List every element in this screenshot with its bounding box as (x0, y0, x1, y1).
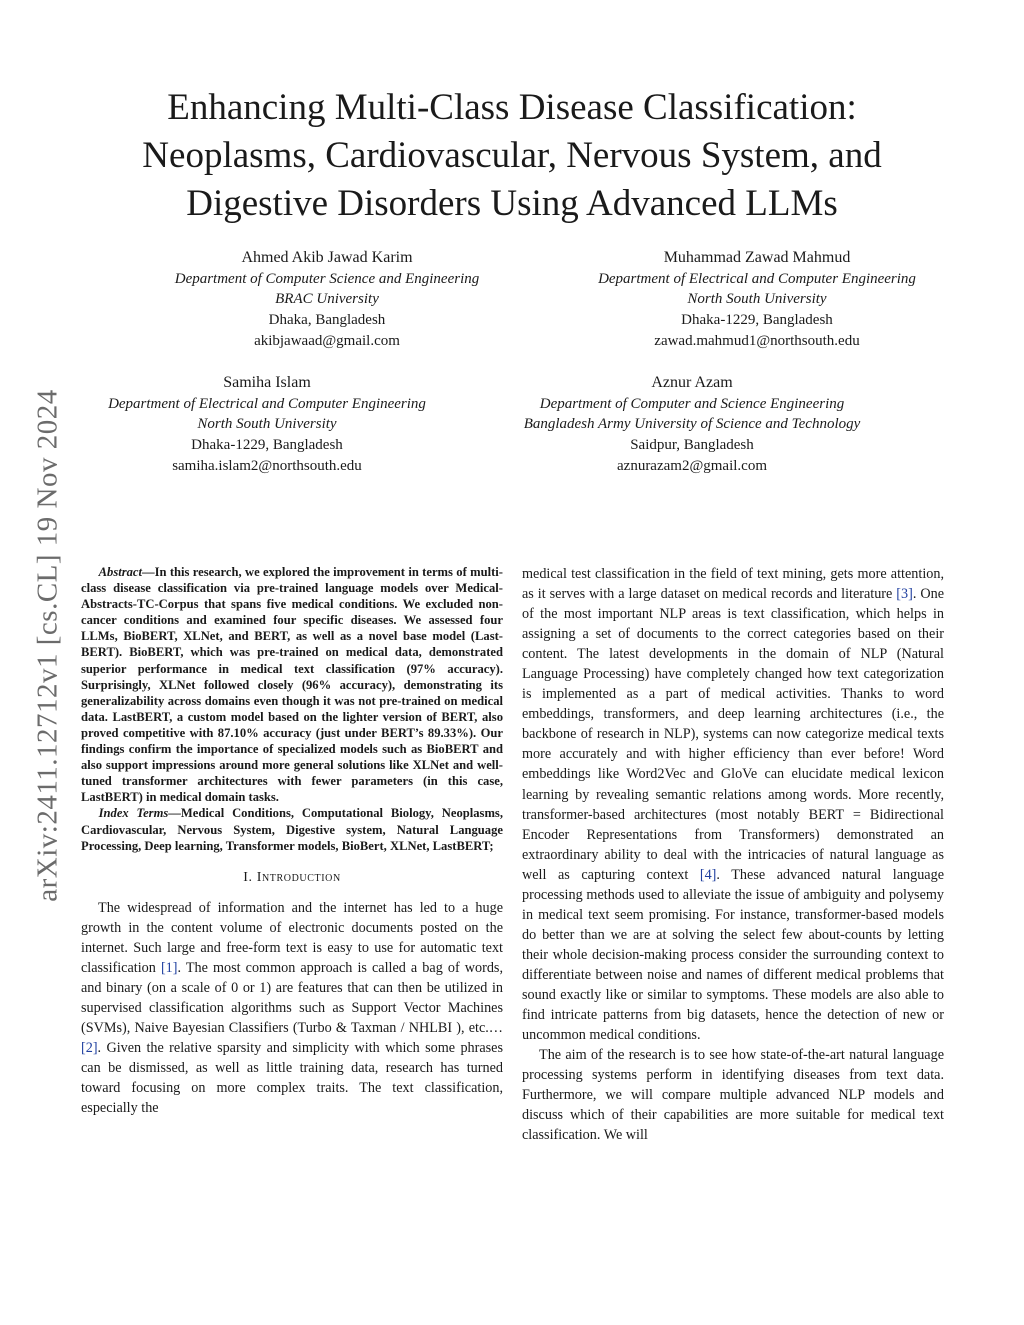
author-block (140, 248, 514, 352)
paragraph-text: . These advanced natural language processing methods used to alleviate the issue of ambiguity and polysemy in medical text seem promising. For instance, transformer-based models do better than we are at solving the select few about-counts by letting their whole decision-making process consider the surrounding context to differentiate between noise and names of different medical problems that sound exactly like or similar to symptoms. These models are also able to find intricate patterns from big datasets, hence the detection of new or uncommon medical conditions. (522, 866, 944, 1044)
author-city: Dhaka, Bangladesh (268, 312, 386, 329)
author-department: Department of Computer and Science Engineering (539, 395, 845, 412)
citation-link[interactable]: [3] (896, 586, 913, 603)
author-department: Department of Electrical and Computer Engineering (108, 395, 426, 412)
title-line-2: Neoplasms, Cardiovascular, Nervous System, and (142, 135, 882, 176)
author-name: Muhammad Zawad Mahmud (663, 249, 851, 266)
author-city: Dhaka-1229, Bangladesh (681, 312, 833, 329)
paragraph-text: . Given the relative sparsity and simplicity with which some phrases can be dismissed, as well as little training data, research has turned toward focusing on more complex traits. The text classification, especially the (81, 1040, 503, 1117)
author-department: Department of Electrical and Computer Engineering (598, 270, 916, 287)
right-column (522, 564, 944, 1145)
paragraph-text: . One of the most important NLP areas is text classification, which helps in assigning a set of documents to the correct categories based on their content. The latest developments in the domain of NLP (Natural Language Processing) have completely changed how text categorization is implemented as a part of medical activities. Thanks to word embeddings, transformers, and deep learning architectures (i.e., the backbone of research in NLP), systems can now categorize medical texts more accurately and with higher efficiency than ever before! Word embeddings like Word2Vec and GloVe can elucidate medical lexicon learning by revealing semantic relations among words. More recently, transformer-based architectures (most notably BERT = Bidirectional Encoder Representations from Transformers) demonstrated an extraordinary ability to deal with the intricacies of natural language as well as capturing context (522, 586, 944, 883)
paragraph-text: . The most common approach is called a bag of words, and binary (on a scale of 0 or 1) are features that can then be utilized in supervised classification algorithms such as Support Vector Machines (SVMs), Naive Bayesian Classifiers (Turbo & Taxman / NHLBI ), etc.… (81, 959, 503, 1037)
author-institution: North South University (197, 416, 337, 433)
author-email: zawad.mahmud1@northsouth.edu (654, 332, 860, 349)
paper-title (80, 84, 944, 228)
title-line-1: Enhancing Multi-Class Disease Classification: (167, 87, 857, 128)
body-paragraph (522, 564, 944, 1045)
citation-link[interactable]: [4] (699, 866, 717, 883)
index-terms-text: —Medical Conditions, Computational Biology, Neoplasms, Cardiovascular, Nervous System, Digestive system, Natural Language Processing, Deep learning, Transformer models, BioBert, XLNet, LastBERT; (81, 806, 503, 853)
author-institution: BRAC University (275, 291, 379, 308)
author-department: Department of Computer Science and Engineering (174, 270, 480, 287)
author-email: samiha.islam2@northsouth.edu (172, 457, 362, 474)
left-column (81, 564, 503, 1118)
index-terms (81, 805, 503, 853)
abstract (81, 564, 503, 805)
author-name: Samiha Islam (223, 374, 311, 391)
paragraph-text: The widespread of information and the internet has led to a huge growth in the content volume of electronic documents posted on the internet. Such large and free-form text is easy to use for automatic text classification (81, 899, 503, 976)
author-institution: Bangladesh Army University of Science and Technology (523, 416, 861, 433)
author-city: Dhaka-1229, Bangladesh (191, 437, 343, 454)
author-institution: North South University (687, 291, 827, 308)
section-number: I. (243, 869, 253, 885)
intro-paragraph (81, 898, 503, 1119)
abstract-text: —In this research, we explored the improvement in terms of multi-class disease classification via pre-trained language models over Medical-Abstracts-TC-Corpus that spans five medical conditions. We excluded non-cancer conditions and examined four specific diseases. We assessed four LLMs, BioBERT, XLNet, and BERT, as well as a novel base model (Last-BERT). BioBERT, which was pre-trained on medical data, demonstrated superior performance in medical text classification (97% accuracy). Surprisingly, XLNet followed closely (96% accuracy), demonstrating its generalizability across domains even though it was not pre-trained on medical data. LastBERT, a custom model based on the lighter version of BERT, also proved competitive with 87.10% accuracy (just under BERT’s 89.33%). Our findings confirm the importance of specialized models such as BioBERT and also support impressions around more general solutions like XLNet and well-tuned transformer architectures with fewer parameters (in this case, LastBERT) in medical domain tasks. (81, 565, 503, 805)
title-line-3: Digestive Disorders Using Advanced LLMs (186, 183, 838, 224)
author-name: Ahmed Akib Jawad Karim (241, 249, 413, 266)
author-email: aznurazam2@gmail.com (617, 457, 767, 474)
arxiv-side-stamp (18, 345, 78, 945)
author-block (560, 248, 954, 352)
citation-link[interactable]: [1] (160, 959, 178, 976)
author-name: Aznur Azam (651, 374, 733, 391)
abstract-label: Abstract (98, 565, 143, 579)
body-paragraph: The aim of the research is to see how state-of-the-art natural language processing systems perform in identifying diseases from text data. Furthermore, we will compare multiple advanced NLP models and discuss which of their capabilities are more suitable for medical text classification. We will (522, 1047, 944, 1144)
index-terms-label: Index Terms (98, 806, 169, 821)
author-email: akibjawaad@gmail.com (254, 332, 400, 349)
citation-link[interactable]: [2] (81, 1040, 98, 1057)
author-block (492, 373, 892, 477)
author-city: Saidpur, Bangladesh (630, 437, 754, 454)
section-heading (81, 868, 503, 888)
section-title: Introduction (256, 869, 341, 885)
arxiv-identifier: arXiv:2411.12712v1 [cs.CL] 19 Nov 2024 (31, 388, 64, 902)
author-block (70, 373, 464, 477)
paragraph-text: medical test classification in the field of text mining, gets more attention, as it serves with a large dataset on medical records and literature (522, 566, 944, 603)
